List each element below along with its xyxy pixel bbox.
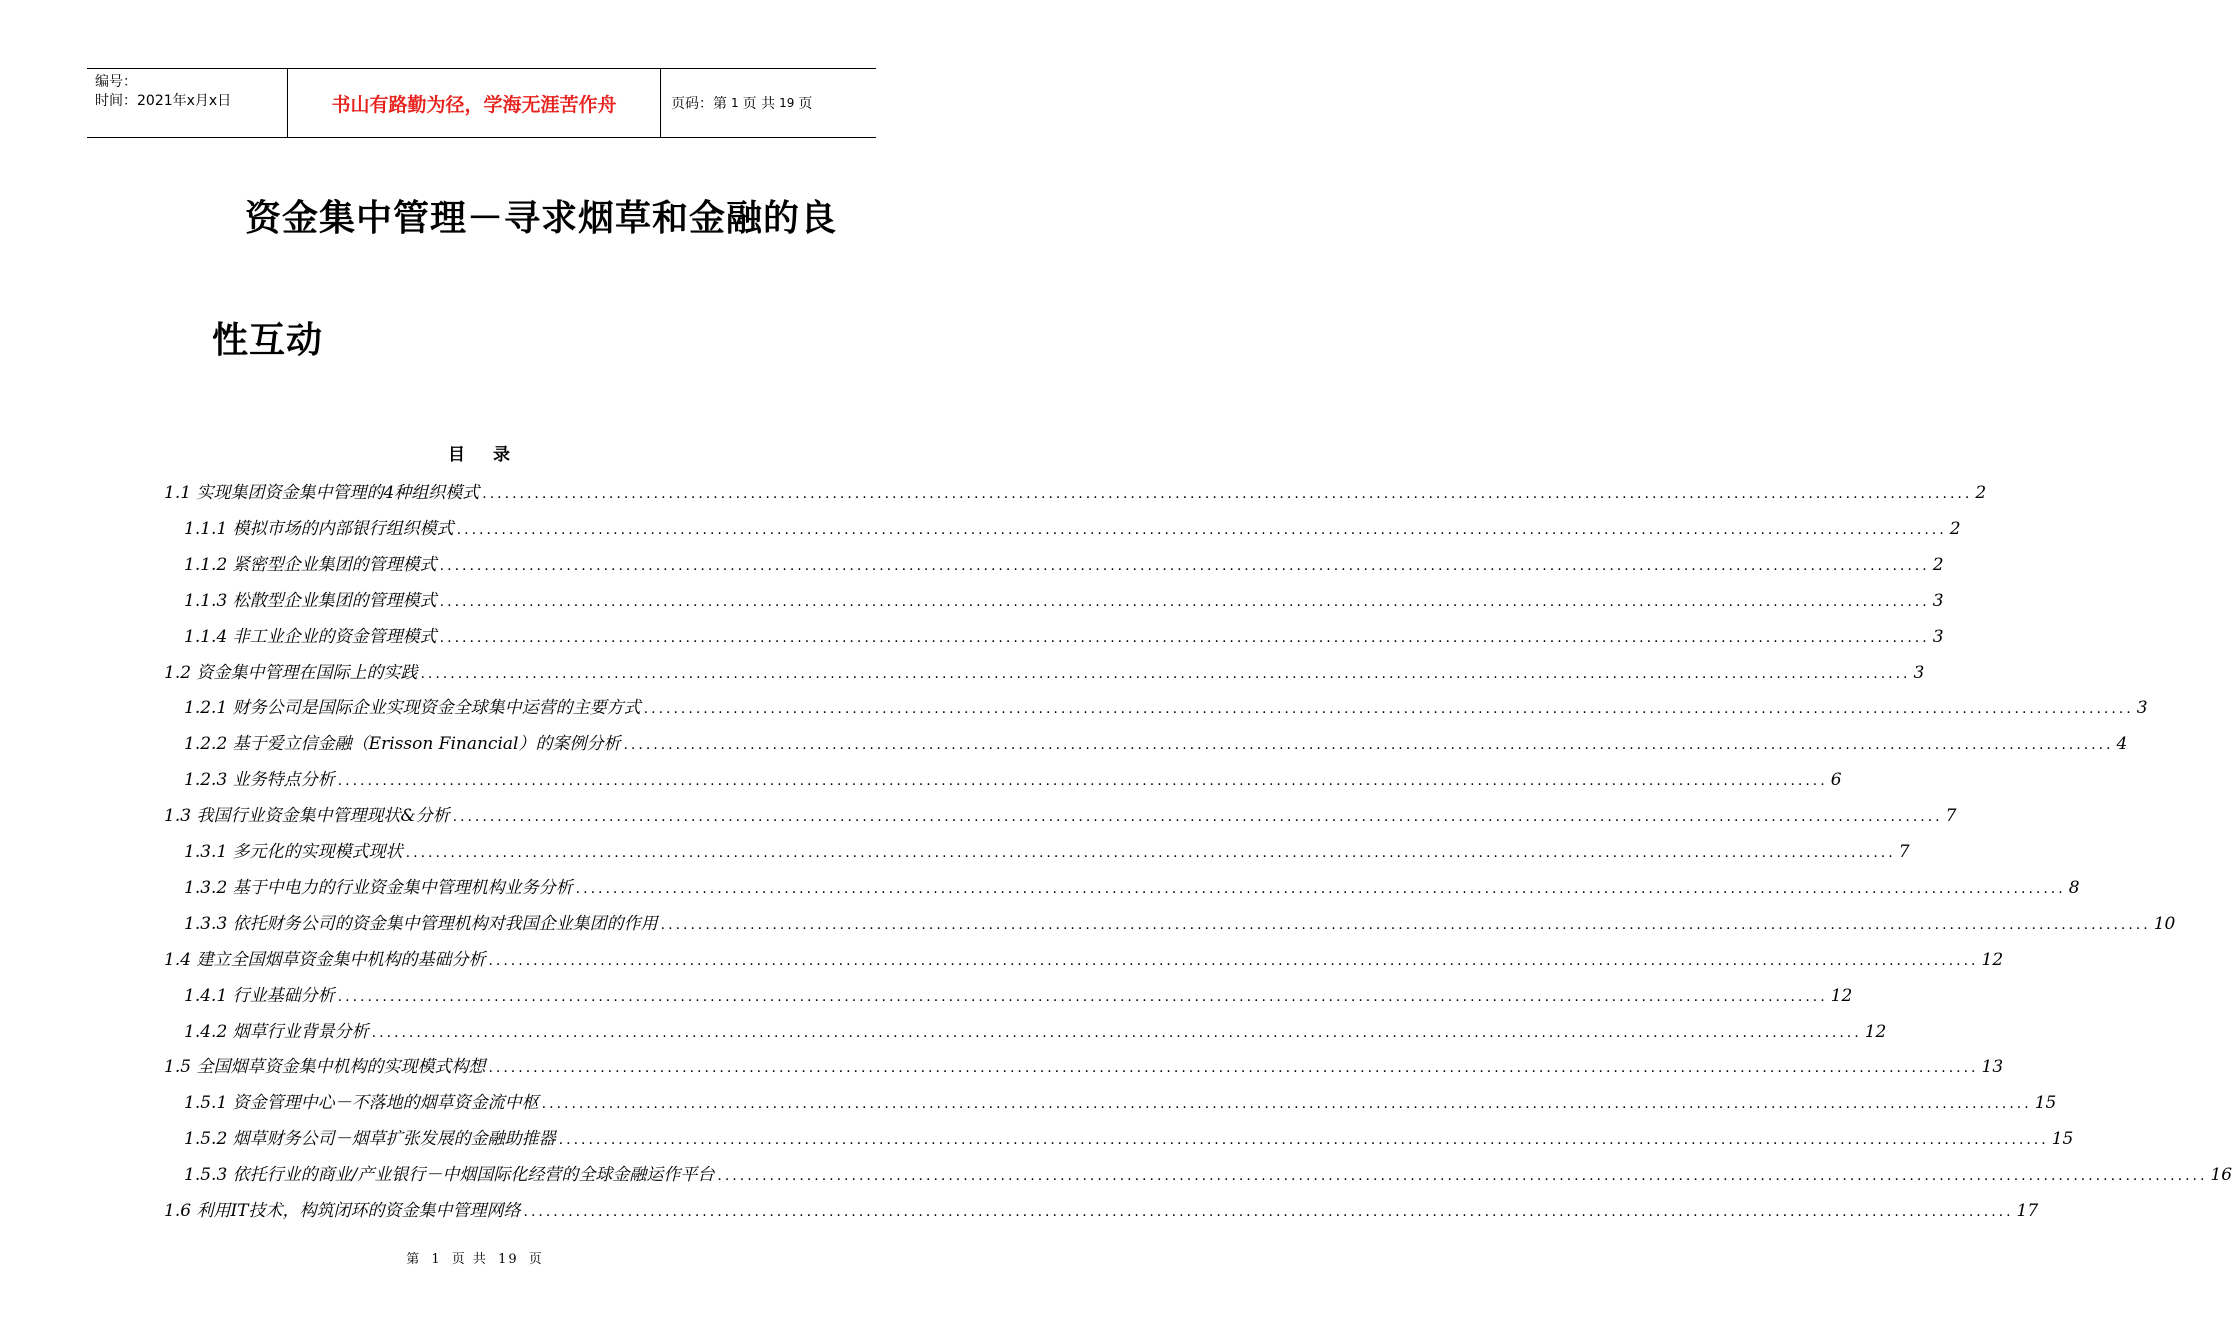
toc-entry-page: 12 (1864, 1021, 1887, 1042)
toc-entry[interactable] (184, 911, 2176, 937)
toc-entry[interactable] (184, 1019, 1887, 1045)
toc-entry-label: 1.1.4 非工业企业的资金管理模式 (184, 626, 437, 647)
toc-leader-dots: ........................................................................................................................................................................................................ (337, 988, 1828, 1005)
toc-entry-page: 7 (1898, 842, 1910, 862)
toc-entry[interactable] (184, 1126, 2074, 1152)
toc-entry-label: 1.4.2 烟草行业背景分析 (184, 1021, 369, 1042)
toc-entry-label: 1.1 实现集团资金集中管理的4种组织模式 (164, 483, 480, 503)
page-current: 1 (731, 96, 739, 110)
page-mid: 页 共 (742, 96, 776, 112)
toc-entry-label: 1.5.3 依托行业的商业/产业银行－中烟国际化经营的全球金融运作平台 (184, 1165, 715, 1186)
toc-entry-label: 1.5.2 烟草财务公司－烟草扩张发展的金融助推器 (184, 1129, 556, 1150)
footer-prefix: 第 (406, 1252, 422, 1267)
toc-entry[interactable] (164, 947, 2004, 973)
toc-leader-dots: ........................................................................................................................................................................................................ (420, 665, 1911, 682)
toc-entry-page: 3 (1913, 662, 1925, 683)
footer-mid: 页 共 (451, 1252, 488, 1267)
toc-entry-label: 1.3 我国行业资金集中管理现状&分析 (164, 806, 450, 827)
toc-entry-label: 1.2.1 财务公司是国际企业实现资金全球集中运营的主要方式 (184, 698, 641, 719)
page-suffix: 页 (798, 96, 813, 112)
number-label: 编号： (95, 74, 137, 90)
toc-entry-page: 8 (2068, 877, 2080, 898)
toc-entry[interactable] (184, 767, 1842, 793)
toc-leader-dots: ........................................................................................................................................................................................................ (523, 1204, 2014, 1220)
toc-leader-dots: ........................................................................................................................................................................................................ (575, 880, 2066, 897)
toc-entry-page: 13 (1981, 1057, 2004, 1078)
page-prefix: 页码：第 (671, 96, 727, 112)
toc-entry-page: 3 (1932, 590, 1944, 611)
header-motto-cell (288, 69, 661, 137)
toc-entry-label: 1.2.3 业务特点分析 (184, 770, 335, 791)
toc-leader-dots: ........................................................................................................................................................................................................ (405, 845, 1896, 861)
toc-entry-label: 1.3.2 基于中电力的行业资金集中管理机构业务分析 (184, 877, 573, 898)
footer-current: 1 (431, 1252, 442, 1267)
toc-entry-page: 12 (1830, 985, 1853, 1006)
toc-entry[interactable] (164, 803, 1957, 829)
toc-entry-page: 2 (1949, 518, 1961, 539)
toc-leader-dots: ........................................................................................................................................................................................................ (623, 737, 2114, 754)
toc-entry-label: 1.1.1 模拟市场的内部银行组织模式 (184, 518, 454, 539)
toc-leader-dots: ........................................................................................................................................................................................................ (482, 486, 1973, 502)
toc-leader-dots: ........................................................................................................................................................................................................ (439, 593, 1930, 610)
toc-entry[interactable] (184, 695, 2148, 721)
toc-entry-label: 1.2 资金集中管理在国际上的实践 (164, 662, 418, 683)
footer-total: 19 (498, 1252, 519, 1267)
toc-leader-dots: ........................................................................................................................................................................................................ (456, 521, 1947, 538)
toc-leader-dots: ........................................................................................................................................................................................................ (643, 701, 2134, 718)
toc-entry[interactable] (164, 1198, 2039, 1224)
toc-entry-label: 1.1.3 松散型企业集团的管理模式 (184, 590, 437, 611)
page-total: 19 (779, 96, 795, 110)
toc-entry-page: 2 (1975, 483, 1987, 503)
toc-entry-page: 16 (2210, 1165, 2232, 1186)
toc-entry[interactable] (184, 516, 1961, 542)
toc-entry-label: 1.4 建立全国烟草资金集中机构的基础分析 (164, 949, 486, 970)
toc-entry-page: 6 (1830, 770, 1842, 791)
toc-entry-label: 1.3.1 多元化的实现模式现状 (184, 842, 403, 862)
toc-entry-label: 1.3.3 依托财务公司的资金集中管理机构对我国企业集团的作用 (184, 913, 658, 934)
toc-entry-page: 10 (2153, 913, 2176, 934)
page-footer (0, 1248, 950, 1267)
toc-entry[interactable] (164, 480, 1987, 506)
toc-leader-dots: ........................................................................................................................................................................................................ (371, 1024, 1862, 1041)
toc-entry[interactable] (184, 552, 1944, 578)
toc-entry-page: 2 (1932, 554, 1944, 575)
toc-entry[interactable] (164, 660, 1925, 686)
toc-entry-label: 1.4.1 行业基础分析 (184, 985, 335, 1006)
toc-leader-dots: ........................................................................................................................................................................................................ (558, 1132, 2049, 1149)
toc-entry-label: 1.1.2 紧密型企业集团的管理模式 (184, 554, 437, 575)
toc-entry[interactable] (184, 731, 2128, 757)
toc-entry-page: 17 (2016, 1201, 2039, 1221)
toc-entry-page: 3 (2136, 698, 2148, 719)
toc-entry-page: 15 (2034, 1093, 2057, 1114)
toc-heading: 目录 (448, 445, 538, 465)
footer-suffix: 页 (528, 1252, 544, 1267)
toc-entry[interactable] (164, 1054, 2004, 1080)
document-title-line-1: 资金集中管理－寻求烟草和金融的良 (245, 198, 838, 239)
header-page-cell (661, 69, 876, 137)
toc-leader-dots: ........................................................................................................................................................................................................ (439, 557, 1930, 574)
toc-entry[interactable] (184, 983, 1853, 1009)
toc-entry[interactable] (184, 875, 2080, 901)
toc-leader-dots: ........................................................................................................................................................................................................ (452, 809, 1943, 826)
toc-entry-page: 3 (1932, 626, 1944, 647)
toc-leader-dots: ........................................................................................................................................................................................................ (541, 1096, 2032, 1113)
time-label: 时间：2021年x月x日 (95, 93, 232, 109)
toc-entry-label: 1.6 利用IT技术，构筑闭环的资金集中管理网络 (164, 1201, 521, 1221)
toc-entry-page: 12 (1981, 949, 2004, 970)
motto-text: 书山有路勤为径，学海无涯苦作舟 (331, 93, 617, 116)
toc-leader-dots: ........................................................................................................................................................................................................ (660, 916, 2151, 933)
header-table (87, 68, 876, 138)
toc-leader-dots: ........................................................................................................................................................................................................ (717, 1168, 2208, 1185)
toc-entry[interactable] (184, 839, 1910, 865)
toc-entry[interactable] (184, 1162, 2232, 1188)
toc-entry-label: 1.5.1 资金管理中心－不落地的烟草资金流中枢 (184, 1093, 539, 1114)
toc-entry-page: 7 (1945, 806, 1957, 827)
header-meta-cell (87, 69, 288, 137)
toc-entry[interactable] (184, 624, 1944, 650)
toc-leader-dots: ........................................................................................................................................................................................................ (337, 773, 1828, 790)
toc-entry-label: 1.5 全国烟草资金集中机构的实现模式构想 (164, 1057, 486, 1078)
toc-entry[interactable] (184, 588, 1944, 614)
toc-leader-dots: ........................................................................................................................................................................................................ (439, 629, 1930, 646)
toc-entry[interactable] (184, 1090, 2057, 1116)
document-title-line-2: 性互动 (212, 320, 324, 361)
toc-entry-page: 15 (2051, 1129, 2074, 1150)
toc-leader-dots: ........................................................................................................................................................................................................ (488, 952, 1979, 969)
toc-entry-label: 1.2.2 基于爱立信金融（Erisson Financial）的案例分析 (184, 734, 621, 755)
toc-entry-page: 4 (2116, 734, 2128, 755)
toc-leader-dots: ........................................................................................................................................................................................................ (488, 1060, 1979, 1077)
